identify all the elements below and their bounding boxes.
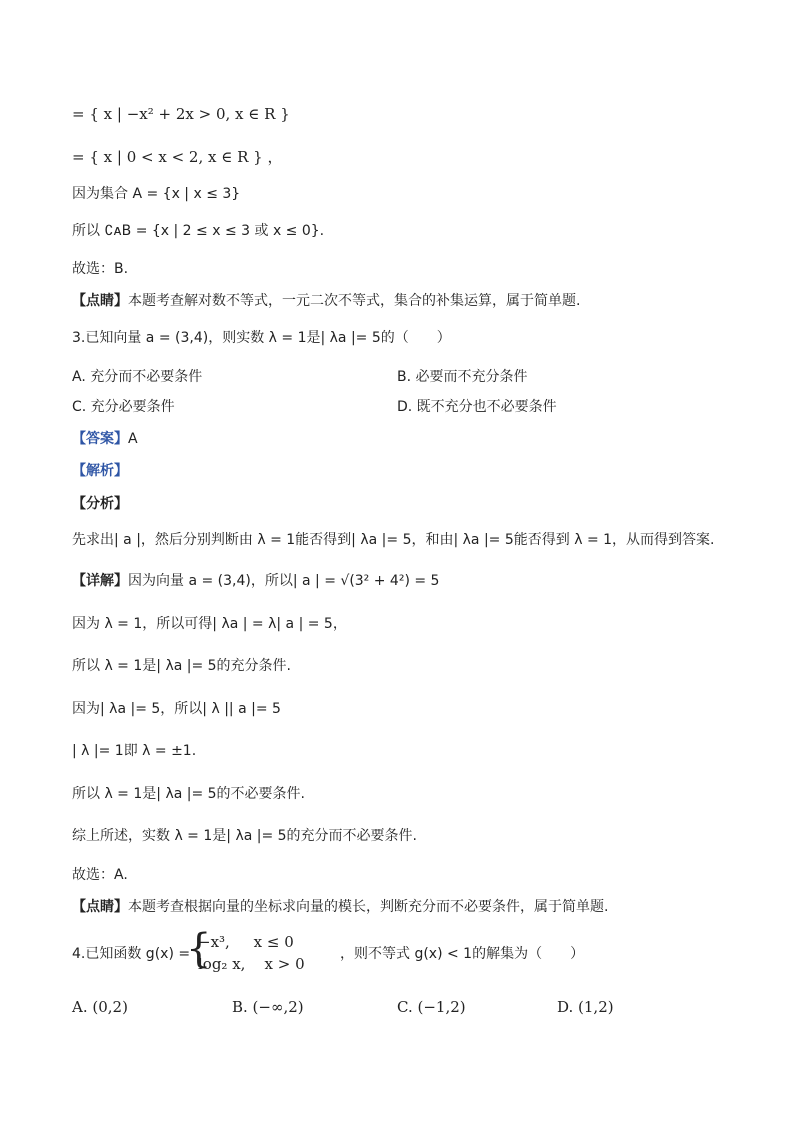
equation-line-1: = { x | −x² + 2x > 0, x ∈ R } bbox=[72, 105, 290, 123]
piecewise-case-2: log₂ x, x > 0 bbox=[198, 955, 305, 973]
solution-line-6: 综上所述，实数 λ = 1是| λa |= 5的充分而不必要条件. bbox=[72, 828, 418, 844]
solution-choice: 故选：A. bbox=[72, 867, 128, 883]
equation-line-2: = { x | 0 < x < 2, x ∈ R } ， bbox=[72, 148, 283, 166]
q4-prefix: 4.已知函数 g(x) = bbox=[72, 946, 191, 962]
text-line-complement: 所以 ∁ᴀB = {x | 2 ≤ x ≤ 3 或 x ≤ 0}. bbox=[72, 223, 325, 239]
detail-text: 因为向量 a = (3,4)，所以| a | = √(3² + 4²) = 5 bbox=[128, 573, 440, 589]
fenxi-text: 先求出| a |，然后分别判断由 λ = 1能否得到| λa |= 5，和由| λa |= 5能否得到 λ = 1，从而得到答案. bbox=[72, 532, 715, 548]
option-4b: B. (−∞,2) bbox=[232, 998, 304, 1016]
option-3d: D. 既不充分也不必要条件 bbox=[397, 399, 557, 415]
piecewise-brace: { bbox=[186, 926, 212, 972]
option-3a: A. 充分而不必要条件 bbox=[72, 369, 203, 385]
answer-value: A bbox=[128, 431, 138, 447]
detail-tag: 【详解】 bbox=[72, 573, 128, 589]
detail-line bbox=[72, 571, 439, 591]
comment-text: 本题考查解对数不等式，一元二次不等式，集合的补集运算，属于简单题. bbox=[128, 293, 581, 309]
comment-line-2 bbox=[72, 897, 608, 917]
solution-line-4: | λ |= 1即 λ = ±1. bbox=[72, 743, 197, 759]
answer-choice-line: 故选：B. bbox=[72, 261, 129, 277]
question-3: 3.已知向量 a = (3,4)，则实数 λ = 1是| λa |= 5的（ ） bbox=[72, 330, 451, 346]
answer-tag: 【答案】 bbox=[72, 431, 128, 447]
option-4a: A. (0,2) bbox=[72, 998, 128, 1016]
option-3b: B. 必要而不充分条件 bbox=[397, 369, 528, 385]
comment-text-2: 本题考查根据向量的坐标求向量的模长，判断充分而不必要条件，属于简单题. bbox=[128, 899, 609, 915]
option-4d: D. (1,2) bbox=[557, 998, 614, 1016]
answer-line bbox=[72, 429, 138, 449]
option-3c: C. 充分必要条件 bbox=[72, 399, 175, 415]
analysis-tag: 【解析】 bbox=[72, 463, 128, 479]
piecewise-case-1: −x³, x ≤ 0 bbox=[198, 933, 294, 951]
solution-line-2: 所以 λ = 1是| λa |= 5的充分条件. bbox=[72, 658, 292, 674]
solution-line-5: 所以 λ = 1是| λa |= 5的不必要条件. bbox=[72, 786, 306, 802]
q4-suffix: ，则不等式 g(x) < 1的解集为（ ） bbox=[340, 946, 585, 962]
solution-line-3: 因为| λa |= 5，所以| λ || a |= 5 bbox=[72, 701, 281, 717]
comment-line-1 bbox=[72, 291, 580, 311]
text-line-set-a: 因为集合 A = {x | x ≤ 3} bbox=[72, 186, 241, 202]
fenxi-tag: 【分析】 bbox=[72, 496, 128, 512]
comment-tag-2: 【点睛】 bbox=[72, 899, 128, 915]
comment-tag: 【点睛】 bbox=[72, 293, 128, 309]
option-4c: C. (−1,2) bbox=[397, 998, 466, 1016]
solution-line-1: 因为 λ = 1，所以可得| λa | = λ| a | = 5， bbox=[72, 616, 347, 632]
